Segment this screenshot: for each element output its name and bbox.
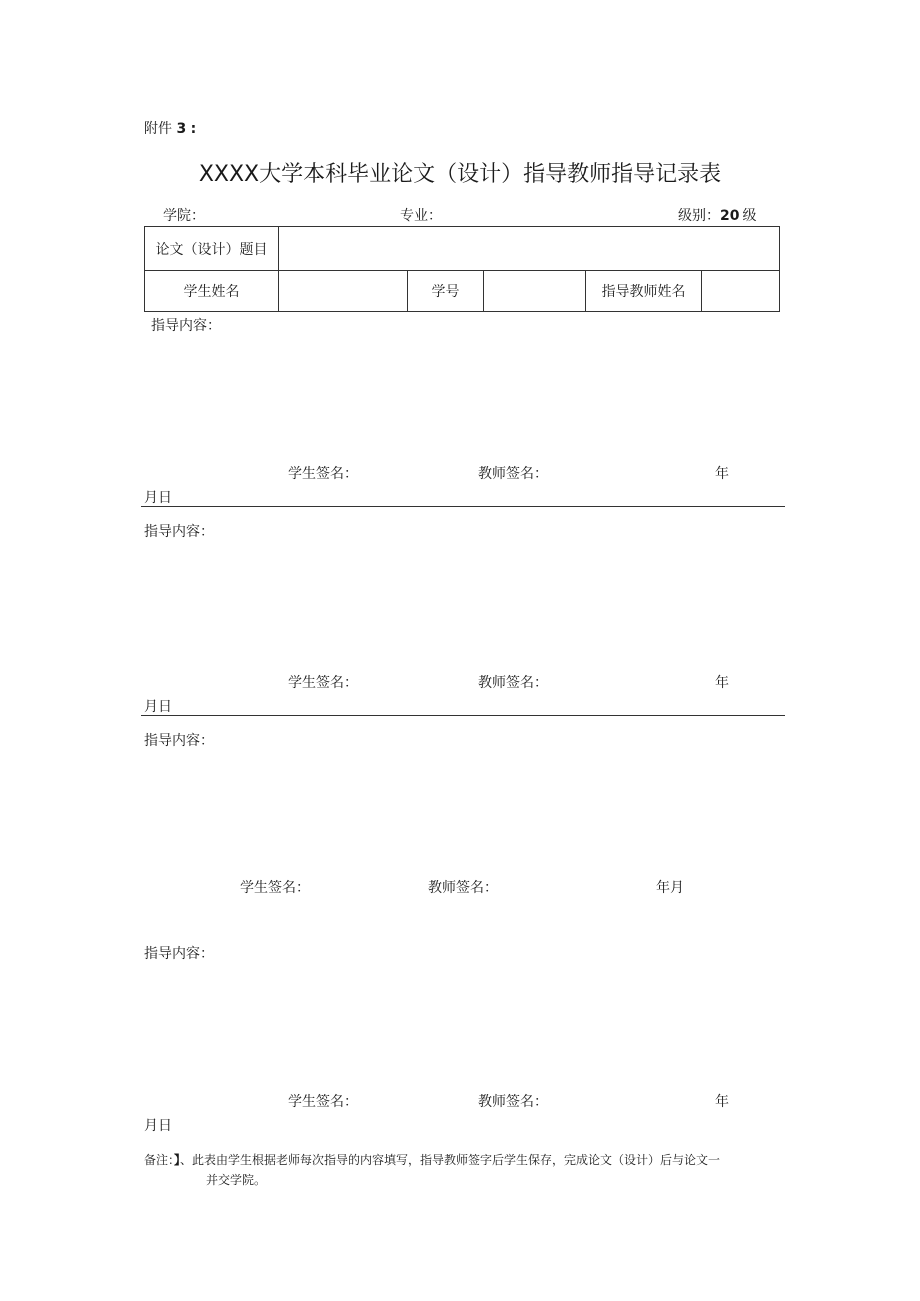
date-year-label: 年: [715, 1094, 729, 1110]
grade-field: 级别：20 级: [678, 208, 757, 224]
student-signature-label: 学生签名：: [288, 1094, 358, 1110]
date-year-label: 年: [715, 466, 729, 482]
student-signature-label: 学生签名：: [240, 880, 310, 896]
annex-label: 附件 3 :: [144, 121, 197, 137]
date-month-day-label: 月日: [144, 490, 172, 506]
teacher-signature-label: 教师签名：: [478, 1094, 548, 1110]
thesis-title-label: 论文（设计）题目: [145, 227, 279, 271]
student-signature-label: 学生签名：: [288, 675, 358, 691]
advisor-name-field[interactable]: [702, 271, 780, 312]
guidance-content-label: 指导内容：: [144, 946, 214, 962]
student-id-field[interactable]: [484, 271, 586, 312]
thesis-title-field[interactable]: [279, 227, 780, 271]
student-signature-label: 学生签名：: [288, 466, 358, 482]
teacher-signature-label: 教师签名：: [478, 675, 548, 691]
major-label: 专业：: [400, 208, 442, 224]
section-divider: [141, 506, 785, 507]
student-name-label: 学生姓名: [145, 271, 279, 312]
guidance-content-label: 指导内容：: [144, 524, 214, 540]
note-marker: 】: [174, 1153, 181, 1167]
advisor-name-label: 指导教师姓名: [586, 271, 702, 312]
date-year-month-label: 年月: [656, 880, 684, 896]
date-month-day-label: 月日: [144, 1118, 172, 1134]
teacher-signature-label: 教师签名：: [478, 466, 548, 482]
guidance-content-label: 指导内容：: [151, 318, 221, 334]
section-divider: [141, 715, 785, 716]
guidance-content-label: 指导内容：: [144, 733, 214, 749]
student-name-field[interactable]: [279, 271, 408, 312]
teacher-signature-label: 教师签名：: [428, 880, 498, 896]
student-id-label: 学号: [408, 271, 484, 312]
date-year-label: 年: [715, 675, 729, 691]
grade-value: 20: [720, 208, 740, 224]
info-table: [144, 226, 780, 312]
date-month-day-label: 月日: [144, 699, 172, 715]
footer-note: 备注：】、此表由学生根据老师每次指导的内容填写，指导教师签字后学生保存，完成论文（设计）后与论文一 并交学院。: [144, 1153, 721, 1187]
page-title: XXXX大学本科毕业论文（设计）指导教师指导记录表: [198, 162, 722, 187]
college-label: 学院：: [163, 208, 205, 224]
annex-number: 3: [176, 121, 187, 137]
